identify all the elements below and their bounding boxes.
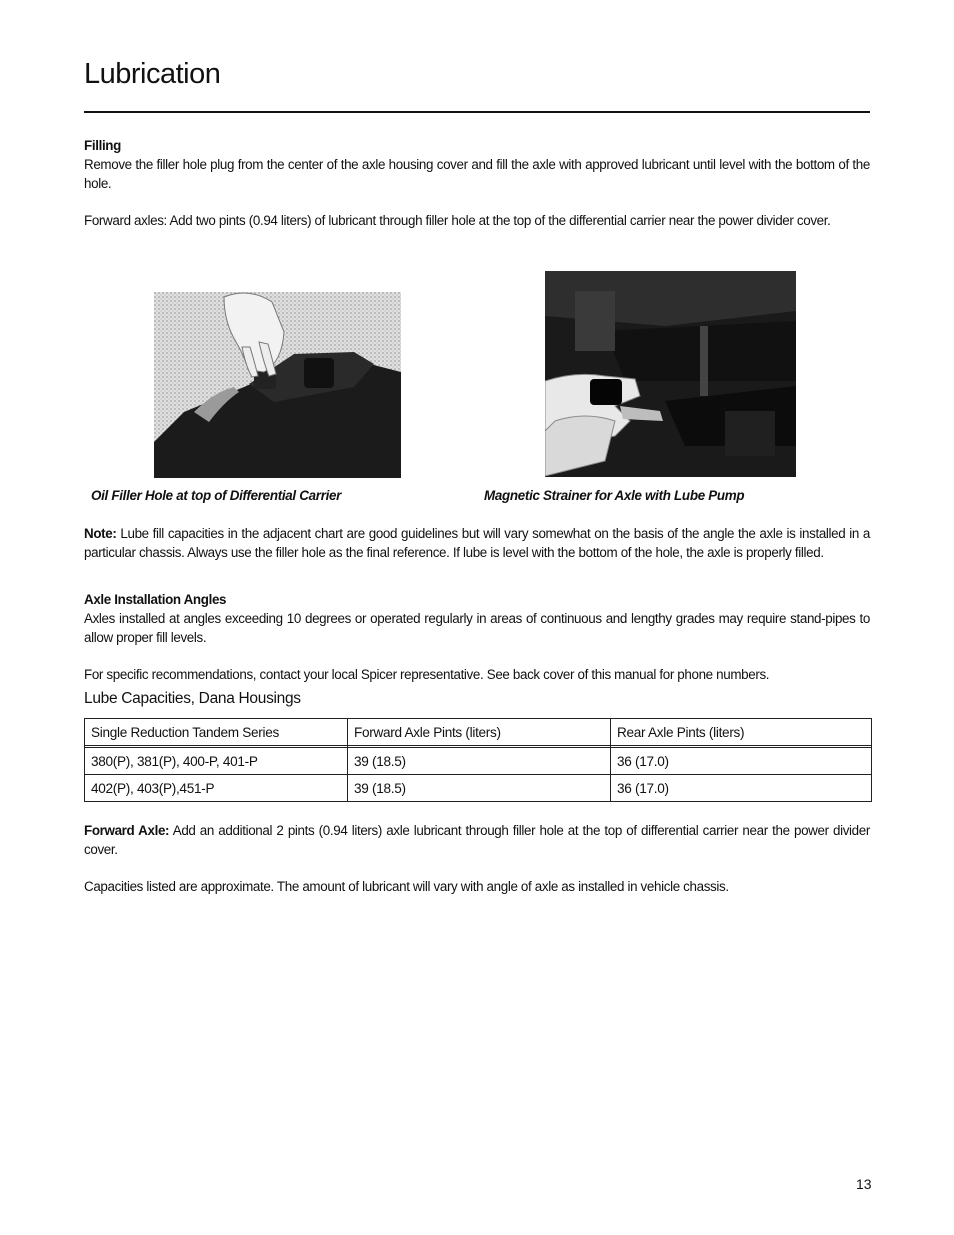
table-header-row <box>85 719 872 746</box>
note-text: Lube fill capacities in the adjacent chart are good guidelines but will vary somewhat on the basis of the angle the axle is installed in a particular chassis. Always use the filler hole as the final reference. If lube is level with the bottom of the hole, the axle is properly filled. <box>84 526 870 560</box>
filling-paragraph-1: Remove the filler hole plug from the center of the axle housing cover and fill the axle with approved lubricant until level with the bottom of the hole. <box>84 157 870 191</box>
angles-heading: Axle Installation Angles <box>84 592 227 607</box>
column-header: Forward Axle Pints (liters) <box>348 719 611 746</box>
angles-section <box>84 590 870 647</box>
filling-paragraph-2: Forward axles: Add two pints (0.94 liters) of lubricant through filler hole at the top of the differential carrier near the power divider cover. <box>84 213 831 228</box>
table-row <box>85 748 872 775</box>
lube-capacities-table <box>84 718 872 802</box>
table-cell: 39 (18.5) <box>348 748 611 775</box>
angles-paragraph-2: For specific recommendations, contact your local Spicer representative. See back cover of this manual for phone numbers. <box>84 667 770 682</box>
table-cell: 36 (17.0) <box>611 775 872 802</box>
filling-heading: Filling <box>84 138 121 153</box>
right-figure-caption: Magnetic Strainer for Axle with Lube Pump <box>484 488 745 503</box>
page-title: Lubrication <box>84 58 221 90</box>
note-label: Note: <box>84 526 117 541</box>
note-paragraph <box>84 524 870 562</box>
forward-axle-paragraph <box>84 821 870 859</box>
table-cell: 39 (18.5) <box>348 775 611 802</box>
oil-filler-hole-photo <box>154 292 401 478</box>
title-divider <box>84 111 870 113</box>
capacities-note: Capacities listed are approximate. The amount of lubricant will vary with angle of axle as installed in vehicle chassis. <box>84 879 729 894</box>
table-cell: 36 (17.0) <box>611 748 872 775</box>
table-row <box>85 775 872 802</box>
forward-axle-label: Forward Axle: <box>84 823 170 838</box>
table-cell: 380(P), 381(P), 400-P, 401-P <box>85 748 348 775</box>
angles-paragraph-1: Axles installed at angles exceeding 10 degrees or operated regularly in areas of continuous and lengthy grades may require stand-pipes to allow proper fill levels. <box>84 611 870 645</box>
table-cell: 402(P), 403(P),451-P <box>85 775 348 802</box>
left-figure-caption: Oil Filler Hole at top of Differential Carrier <box>91 488 342 503</box>
filling-section <box>84 136 870 193</box>
column-header: Rear Axle Pints (liters) <box>611 719 872 746</box>
page-number: 13 <box>856 1176 872 1192</box>
table-title: Lube Capacities, Dana Housings <box>84 690 301 707</box>
magnetic-strainer-photo <box>545 271 796 477</box>
forward-axle-text: Add an additional 2 pints (0.94 liters) axle lubricant through filler hole at the top of differential carrier near the power divider cover. <box>84 823 870 857</box>
column-header: Single Reduction Tandem Series <box>85 719 348 746</box>
